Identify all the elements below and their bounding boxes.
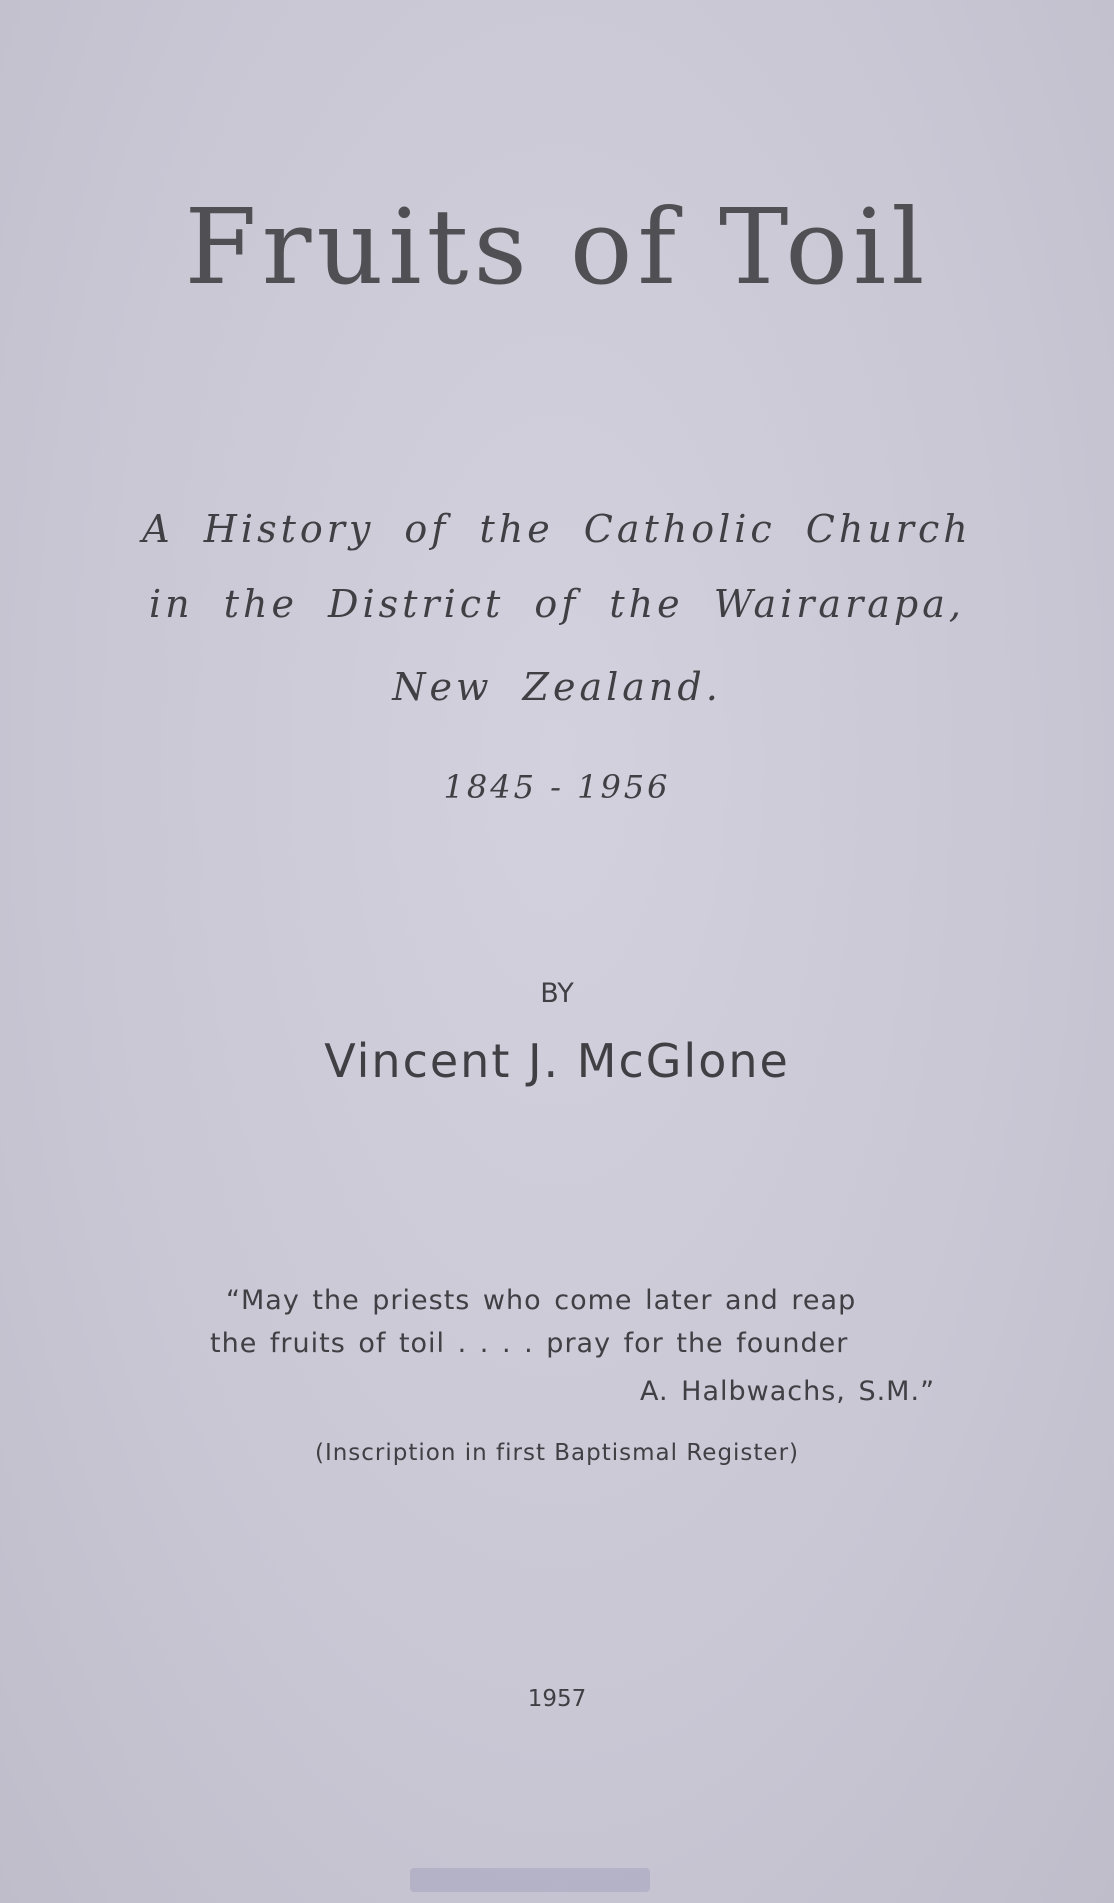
- book-title: Fruits of Toil: [184, 186, 930, 308]
- publication-year: 1957: [527, 1686, 587, 1712]
- faint-stamp-mark: [400, 1860, 660, 1900]
- quote-line-2: the fruits of toil . . . . pray for the founder: [210, 1328, 849, 1359]
- subtitle-line-1: A History of the Catholic Church: [142, 507, 972, 551]
- author-name: Vincent J. McGlone: [324, 1034, 790, 1088]
- byline: BY: [540, 978, 574, 1009]
- subtitle-line-2: in the District of the Wairarapa,: [149, 582, 965, 626]
- quote-line-1: “May the priests who come later and reap: [226, 1285, 857, 1316]
- inscription-note: (Inscription in first Baptismal Register): [314, 1440, 800, 1466]
- quote-attribution: A. Halbwachs, S.M.”: [640, 1376, 936, 1407]
- subtitle-line-3: New Zealand.: [392, 665, 722, 709]
- date-range: 1845 - 1956: [443, 768, 671, 806]
